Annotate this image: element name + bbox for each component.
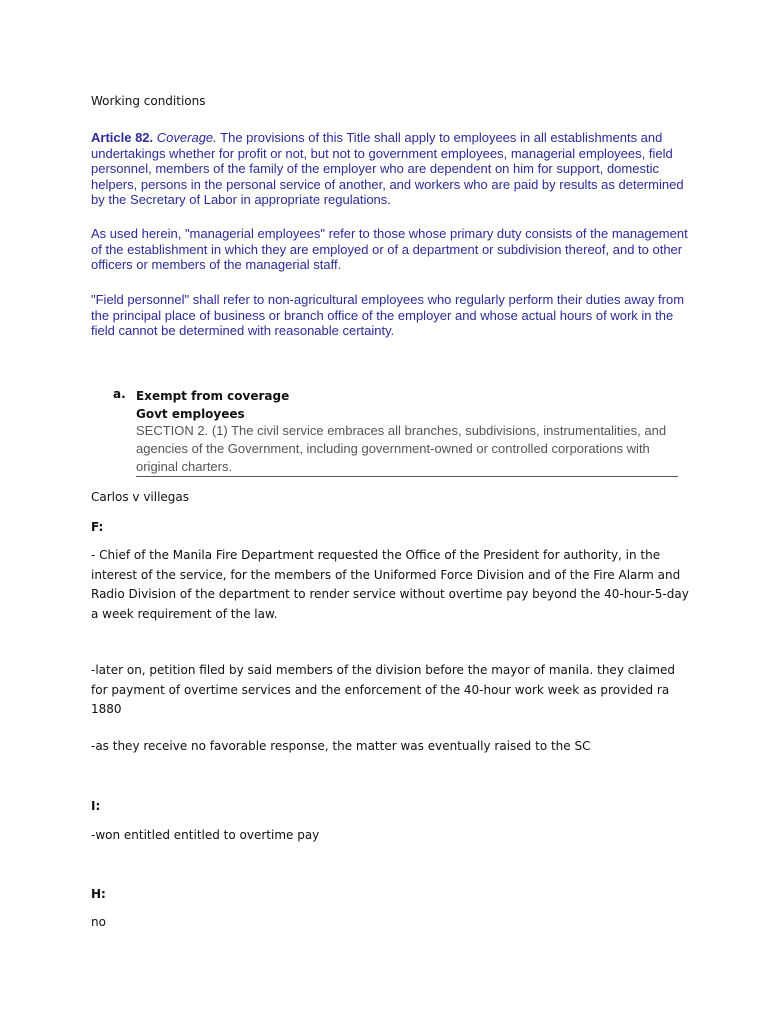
list-item-title: Exempt from coverage: [136, 389, 290, 403]
list-item: [136, 387, 436, 423]
facts-item-3: -as they receive no favorable response, the matter was eventually raised to the SC: [91, 739, 591, 753]
facts-item-1: - Chief of the Manila Fire Department requested the Office of the President for authority, in the interest of the service, for the members of the Uniformed Force Division and of the Fire Alarm and Radio Division of the department to render service without overtime pay beyond the 40-hour-5-day a week requirement of the law.: [91, 548, 689, 621]
facts-item-2: -later on, petition filed by said members of the division before the mayor of manila. they claimed for payment of overtime services and the enforcement of the 40-hour work week as provided ra 1880: [91, 663, 676, 716]
horizontal-rule: [136, 476, 678, 477]
article-label: Article 82.: [91, 130, 154, 145]
issue-text: -won entitled entitled to overtime pay: [91, 828, 320, 842]
list-subitem: Govt employees: [136, 407, 245, 421]
case-title: Carlos v villegas: [91, 490, 190, 504]
field-personnel-paragraph: "Field personnel" shall refer to non-agricultural employees who regularly perform their duties away from the principal place of business or branch office of the employer and whose actual hours of work in the field cannot be determined with reasonable certainty.: [91, 292, 685, 338]
page-heading: Working conditions: [91, 94, 206, 108]
held-text: no: [91, 915, 106, 929]
section-2-text: SECTION 2. (1) The civil service embraces all branches, subdivisions, instrumentalities, and agencies of the Government, including government-owned or controlled corporations with original charters.: [136, 423, 667, 474]
held-label: H:: [91, 887, 106, 901]
managerial-employees-paragraph: As used herein, "managerial employees" refer to those whose primary duty consists of the management of the establishment in which they are employed or of a department or subdivision thereof, and to other officers or members of the managerial staff.: [91, 226, 688, 272]
facts-label: F:: [91, 520, 104, 534]
article-text: The provisions of this Title shall apply to employees in all establishments and undertakings whether for profit or not, but not to government employees, managerial employees, field personnel, members of the family of the employer who are dependent on him for support, domestic helpers, persons in the personal service of another, and workers who are paid by results as determined by the Secretary of Labor in appropriate regulations.: [91, 130, 684, 207]
coverage-word: Coverage.: [156, 130, 217, 145]
article-82-paragraph: [91, 130, 691, 208]
issue-label: I:: [91, 799, 101, 813]
list-marker: a.: [113, 387, 126, 401]
